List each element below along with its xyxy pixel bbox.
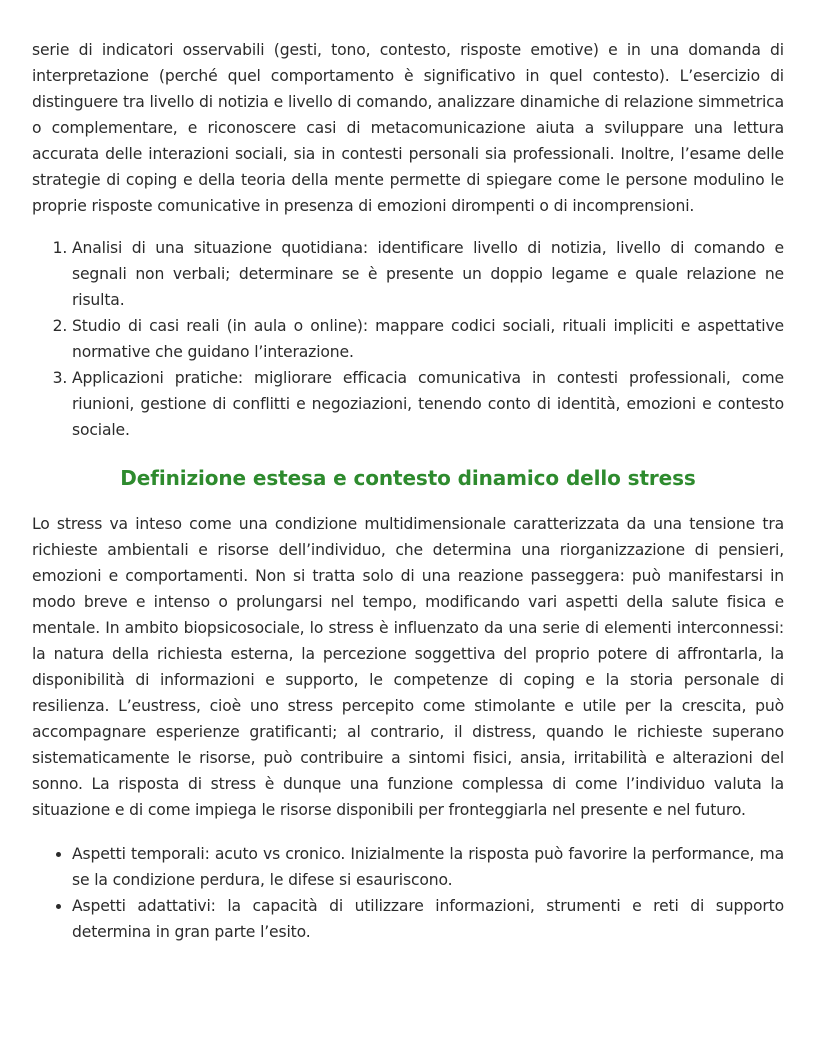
bullet-list — [32, 841, 784, 945]
list-item: • Aspetti temporali: acuto vs cronico. Inizialmente la risposta può favorire la performance, ma se la condizione perdura, le difese si esauriscono. — [72, 841, 784, 893]
list-item: • Aspetti adattativi: la capacità di utilizzare informazioni, strumenti e reti di supporto determina in gran parte l’esito. — [72, 893, 784, 945]
intro-paragraph: serie di indicatori osservabili (gesti, tono, contesto, risposte emotive) e in una domanda di interpretazione (perché quel comportamento è significativo in quel contesto). L’esercizio di distinguere tra livello di notizia e livello di comando, analizzare dinamiche di relazione simmetrica o complementare, e riconoscere casi di metacomunicazione aiuta a sviluppare una lettura accurata delle interazioni sociali, sia in contesti personali sia professionali. Inoltre, l’esame delle strategie di coping e della teoria della mente permette di spiegare come le persone modulino le proprie risposte comunicative in presenza di emozioni dirompenti o di incomprensioni. — [32, 41, 784, 215]
ordered-list — [32, 235, 784, 443]
list-item: 2. Studio di casi reali (in aula o online): mappare codici sociali, rituali impliciti e aspettative normative che guidano l’interazione. — [72, 313, 784, 365]
list-item: 1. Analisi di una situazione quotidiana: identificare livello di notizia, livello di comando e segnali non verbali; determinare se è presente un doppio legame e quale relazione ne risulta. — [72, 235, 784, 313]
list-item: 3. Applicazioni pratiche: migliorare efficacia comunicativa in contesti professionali, come riunioni, gestione di conflitti e negoziazioni, tenendo conto di identità, emozioni e contesto sociale. — [72, 365, 784, 443]
stress-paragraph: Lo stress va inteso come una condizione multidimensionale caratterizzata da una tensione tra richieste ambientali e risorse dell’individuo, che determina una riorganizzazione di pensieri, emozioni e comportamenti. Non si tratta solo di una reazione passeggera: può manifestarsi in modo breve e intenso o prolungarsi nel tempo, modificando vari aspetti della salute fisica e mentale. In ambito biopsicosociale, lo stress è influenzato da una serie di elementi interconnessi: la natura della richiesta esterna, la percezione soggettiva del proprio potere di affrontarla, la disponibilità di informazioni e supporto, le competenze di coping e la storia personale di resilienza. L’eustress, cioè uno stress percepito come stimolante e utile per la crescita, può accompagnare esperienze gratificanti; al contrario, il distress, quando le richieste superano sistematicamente le risorse, può contribuire a sintomi fisici, ansia, irritabilità e alterazioni del sonno. La risposta di stress è dunque una funzione complessa di come l’individuo valuta la situazione e di come impiega le risorse disponibili per fronteggiarla nel presente e nel futuro. — [32, 515, 784, 819]
section-heading: Definizione estesa e contesto dinamico dello stress — [120, 466, 696, 490]
